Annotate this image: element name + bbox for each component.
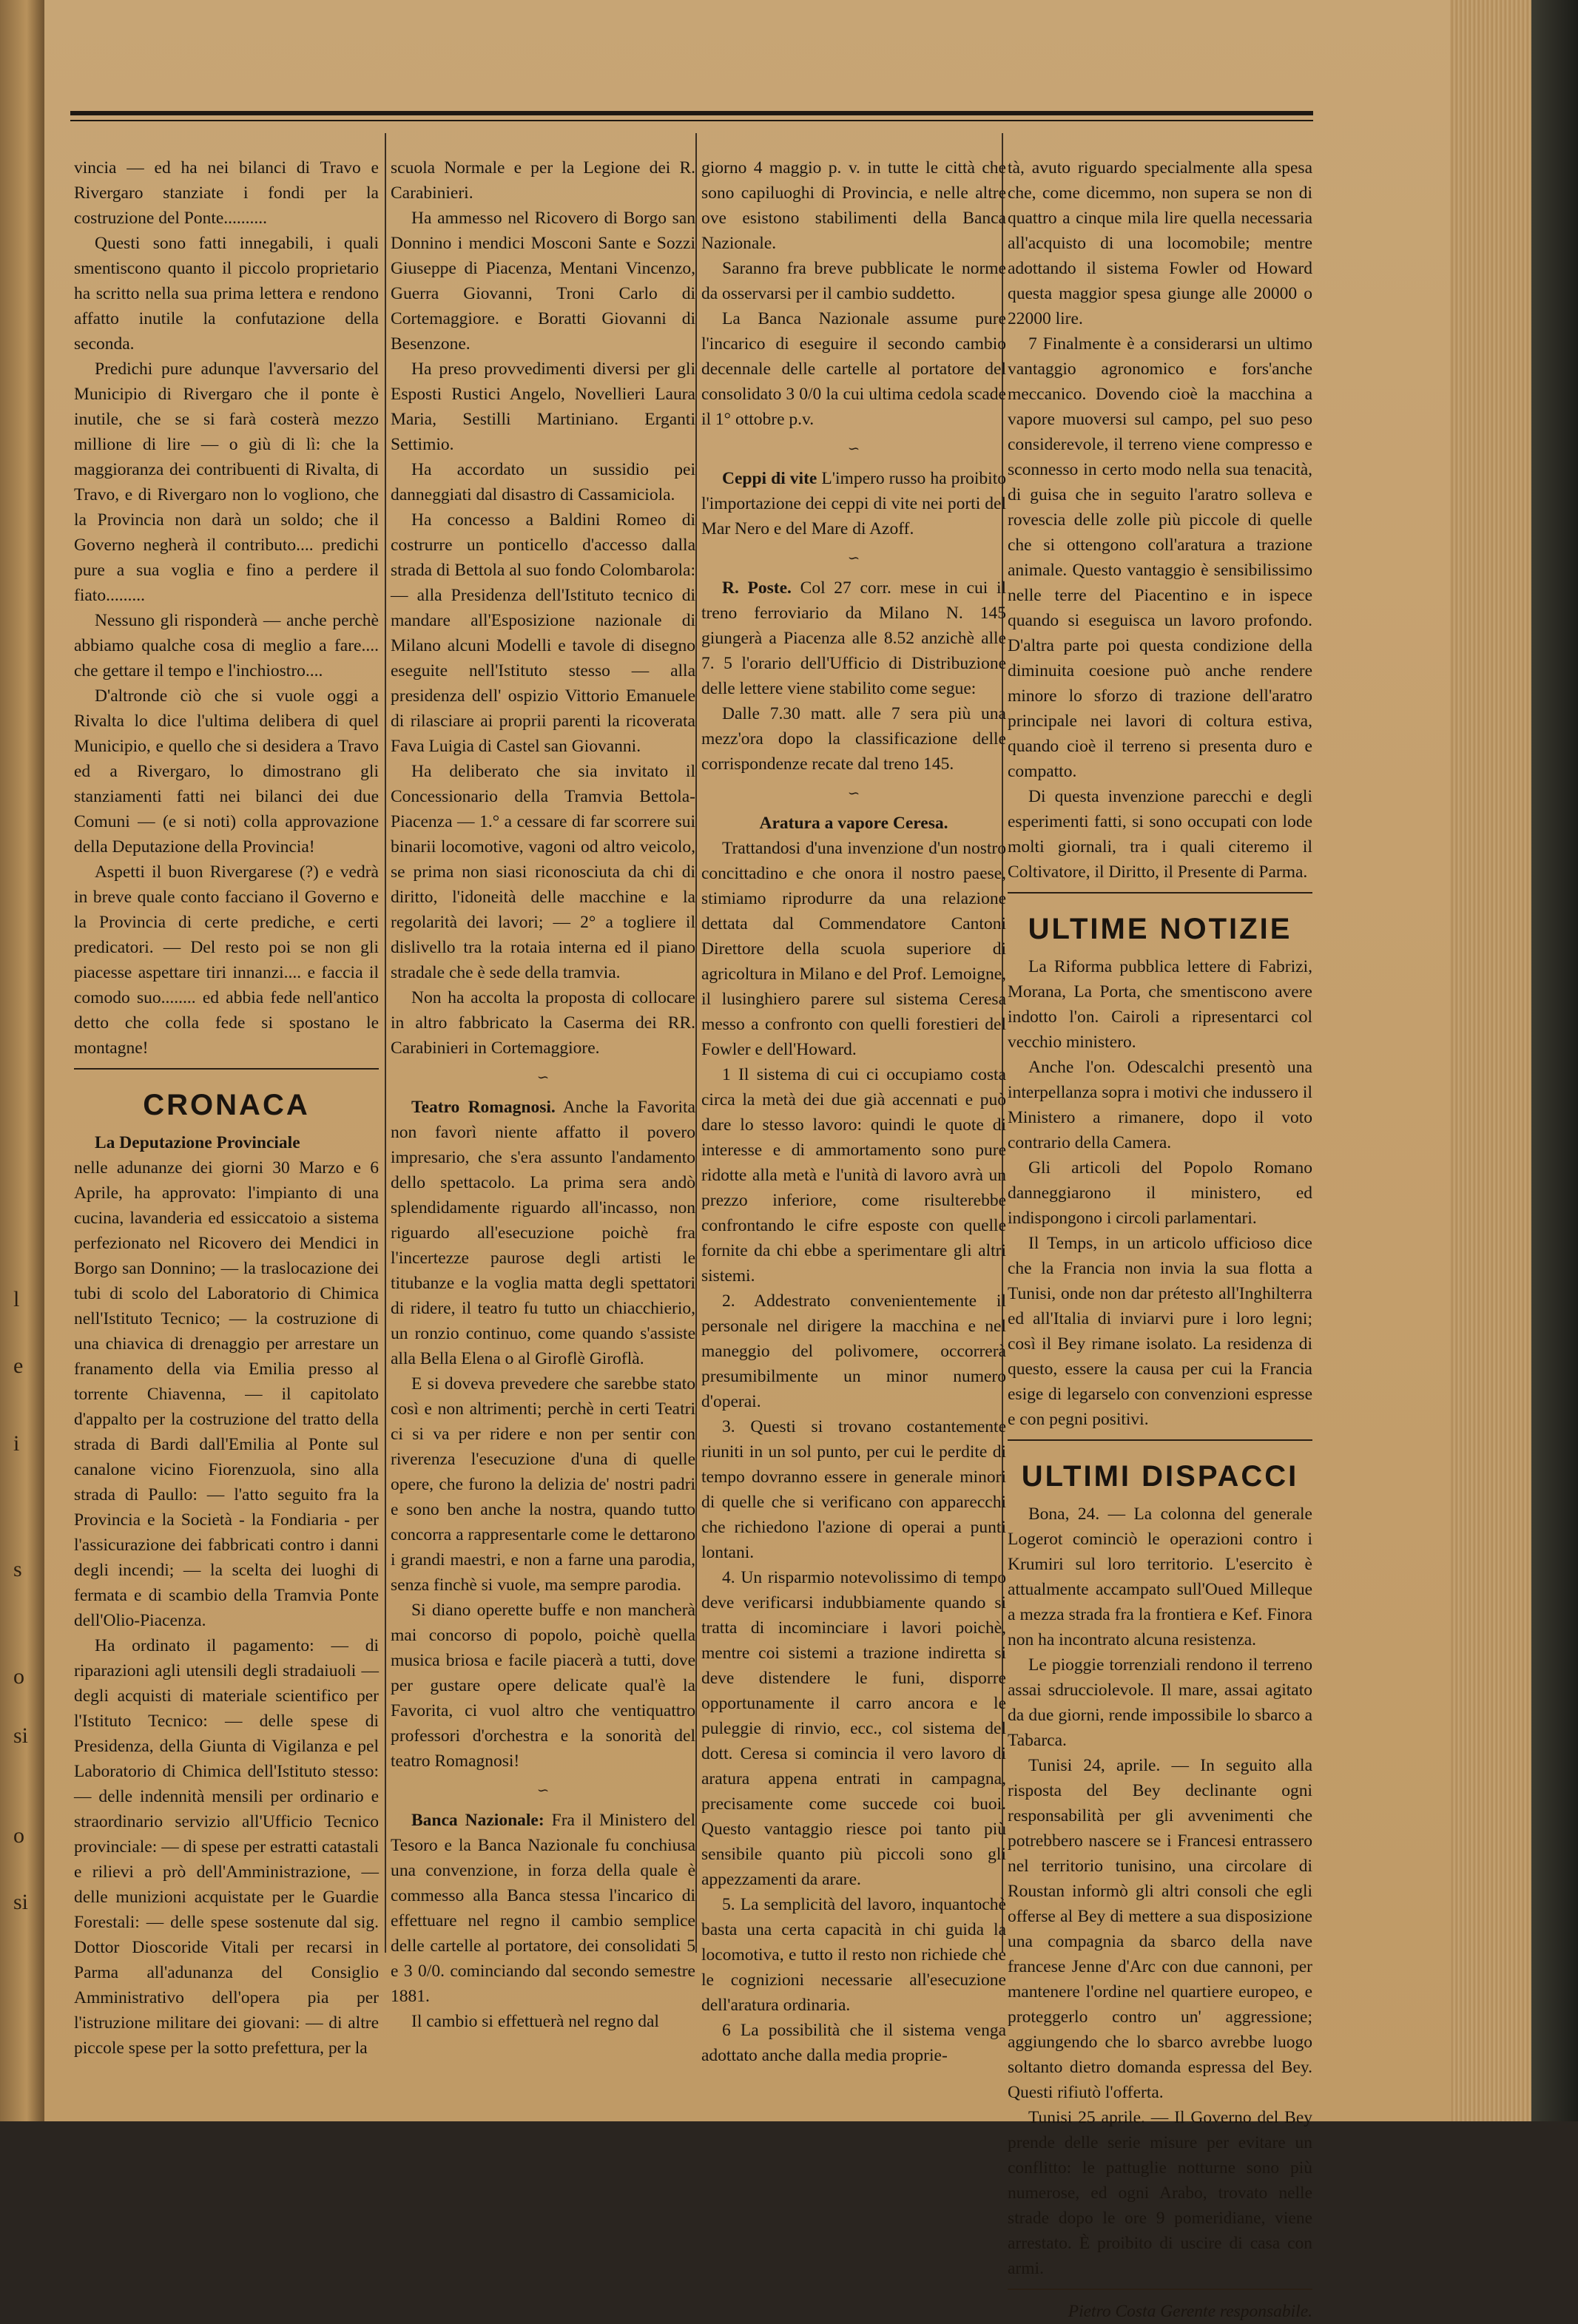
paragraph: Anche la Favorita non favorì niente affatto il povero impresario, che s'era assunto l'andamento dello spettacolo. La prima sera andò splendidamente riguardo all'incasso, non riguardo all'esecuzione poichè fra l'incertezze paurose degli artisti le titubanze e la voglia matta degli spettatori di ridere, il teatro fu tutto un chiacchierio, un ronzio continuo, come quando s'assiste alla Bella Elena o al Giroflè Giroflà.	[391, 1098, 695, 1368]
ultime-notizie-heading: ULTIME NOTIZIE	[1028, 913, 1292, 945]
column-divider	[385, 133, 386, 1953]
paragraph: 4. Un risparmio notevolissimo di tempo deve verificarsi indubbiamente quando si tratta di incominciare i lavori poichè, mentre coi sistemi a trazione indiretta si deve distendere le funi, disporre opportunamente il carro ancora e le puleggie di rinvio, ecc., col sistema del dott. Ceresa si comincia il vero lavoro di aratura appena entrati in campagna, precisamente come succede coi buoi. Questo vantaggio riesce poi tanto più sensibile quanto più piccoli sono gli appezzamenti da arare.	[701, 1568, 1006, 1889]
column-divider	[695, 133, 697, 1953]
paragraph: giorno 4 maggio p. v. in tutte le città che sono capiluoghi di Provincia, e nelle altre ove esistono stabilimenti della Banca Nazionale.	[701, 158, 1006, 253]
spine-char: l	[13, 1287, 20, 1311]
top-rule	[70, 111, 1313, 115]
column-2	[391, 155, 695, 2031]
paragraph: nelle adunanze dei giorni 30 Marzo e 6 Aprile, ha approvato: l'impianto di una cucina, lavanderia ed essiccatoio a sistema perfezionato nel Ricovero dei Mendici in Borgo san Donnino; — la traslocazione dei tubi di scolo del Laboratorio di Chimica nell'Istituto Tecnico; — la costruzione di una chiavica di drenaggio per arrestare un franamento della via Emilia presso al torrente Chiavenna, — il capitolato d'appalto per la costruzione del tratto della strada di Bardi dall'Emilia al Ponte sul canalone vicino Fiorenzuola, sino alla strada di Paullo: — l'atto seguito fra la Provincia e la Società - la Fondiaria - per l'assicurazione dei fabbricati contro i danni degli incendi; — la scelta dei luoghi di fermata e di scambio della Tramvia Ponte dell'Olio-Piacenza.	[74, 1158, 379, 1630]
paragraph: Fra il Ministero del Tesoro e la Banca Nazionale fu conchiusa una convenzione, in forza della quale è commesso alla Banca stessa l'incarico di effettuare nel regno il cambio semplice delle cartelle al portatore, dei consolidati 5 e 3 0/0. cominciando dal secondo semestre 1881.	[391, 1811, 695, 2006]
paragraph: Si diano operette buffe e non mancherà mai concorso di popolo, poichè quella musica briosa e facile piacerà a tutti, dove per gustare opere delicate qual'è la Favorita, ci vuol altro che ventiquattro professori d'orchestra e la sonorità del teatro Romagnosi!	[391, 1601, 695, 1771]
spine-char: s	[13, 1557, 22, 1581]
paragraph: Nessuno gli risponderà — anche perchè abbiamo qualche cosa di meglio a fare.... che gettare il tempo e l'inchiostro....	[74, 611, 379, 680]
paragraph: tà, avuto riguardo specialmente alla spesa che, come dicemmo, non supera se non di quattro a cinque mila lire quella necessaria all'acquisto di una locomobile; mentre adottando il sistema Fowler od Howard questa maggior spesa giunge alle 20000 o 22000 lire.	[1008, 158, 1312, 328]
ornament-divider: ∽	[847, 786, 860, 802]
spine-char: si	[13, 1890, 29, 1914]
paragraph: La Banca Nazionale assume pure l'incarico di eseguire il secondo cambio decennale delle cartelle al portatore del consolidato 3 0/0 la cui ultima cedola scade il 1° ottobre p.v.	[701, 309, 1006, 429]
paragraph: Le pioggie torrenziali rendono il terreno assai sdrucciolevole. Il mare, assai agitato da due giorni, rende impossibile lo sbarco a Tabarca.	[1008, 1655, 1312, 1750]
paragraph: Ha deliberato che sia invitato il Concessionario della Tramvia Bettola-Piacenza — 1.° a cessare di far scorrere sui binarii locomotive, vagoni od altro veicolo, se prima non siasi riconosciuta da chi di diritto, l'idoneità delle macchine e la regolarità dei lavori; — 2° a togliere il dislivello tra la rotaia interna ed il piano stradale che è sede della tramvia.	[391, 762, 695, 982]
paragraph: Gli articoli del Popolo Romano danneggiarono il ministero, ed indispongono i circoli parlamentari.	[1008, 1158, 1312, 1228]
ornament-divider: ∽	[536, 1783, 550, 1799]
aratura-heading: Aratura a vapore Ceresa.	[759, 814, 948, 833]
spine-char: e	[13, 1354, 24, 1378]
column-1	[74, 155, 379, 2058]
cronaca-heading: CRONACA	[143, 1089, 310, 1121]
paragraph: Trattandosi d'una invenzione d'un nostro concittadino e che onora il nostro paese, stimiamo riprodurre da una relazione dettata dal Commendatore Cantoni Direttore della scuola superiore di agricoltura in Milano e del Prof. Lemoigne, il lusinghiero parere sul sistema Ceresa messo a confronto con quelli forestieri del Fowler e dell'Howard.	[701, 839, 1006, 1059]
paragraph: Il Temps, in un articolo ufficioso dice che la Francia non invia la sua flotta a Tunisi, onde non dar prétesto all'Inghilterra ed all'Italia di inviarvi pure i loro legni; così il Bey rimane isolato. La residenza di questo, essere la causa per cui la Francia esige di legarselo con convenzioni espresse e con pegni positivi.	[1008, 1234, 1312, 1429]
paragraph: Col 27 corr. mese in cui il treno ferroviario da Milano N. 145 giungerà a Piacenza alle 8.52 anzichè alle 7. 5 l'orario dell'Ufficio di Distribuzione delle lettere viene stabilito come segue:	[701, 578, 1007, 698]
section-rule	[74, 1068, 379, 1070]
paragraph: E si doveva prevedere che sarebbe stato così e non altrimenti; perchè in certi Teatri ci si va per ridere e non per sentir con riverenza l'esecuzione d'una di quelle opere, che furono la delizia de' nostri padri e sono ben anche la nostra, quando tutto concorra a rappresentarle come le dettarono i grandi maestri, e non a farne una parodia, senza finchè si vuole, ma sempre parodia.	[391, 1374, 695, 1595]
paragraph: Tunisi 24, aprile. — In seguito alla risposta del Bey declinante ogni responsabilità per gli avvenimenti che potrebbero nascere se i Francesi entrassero nel territorio tunisino, una circolare di Roustan informò gli altri consoli che egli offerse al Bey di mettere a sua disposizione una compagnia da sbarco della nave francese Jenne d'Arc con due cannoni, per mantenere l'ordine nel quartiere europeo, e proteggerlo contro un' aggressione; aggiungendo che lo sbarco avrebbe luogo soltanto dietro domanda espressa del Bey. Questi rifiutò l'offerta.	[1008, 1756, 1312, 2102]
ornament-divider: ∽	[847, 441, 860, 457]
paragraph: Questi sono fatti innegabili, i quali smentiscono quanto il piccolo proprietario ha scritto nella sua prima lettera e rendono affatto inutile la confutazione della seconda.	[74, 234, 379, 354]
paragraph: Tunisi 25 aprile. — Il Governo del Bey prende delle serie misure per evitare un conflitto: le pattuglie notturne sono più numerose, ed ogni Arabo, trovato nelle strade dopo le ore 9 pomeridiane, viene arrestato. È proibito di uscire di casa con armi.	[1008, 2108, 1312, 2278]
ceppi-heading: Ceppi di vite	[722, 469, 817, 488]
column-3	[701, 155, 1007, 2065]
paragraph: 1 Il sistema di cui ci occupiamo costa circa la metà dei due già accennati e può dare lo stesso lavoro: quindi le quote di interesse e di ammortamento sono pure ridotte alla metà e l'unità di lavoro avrà un prezzo inferiore, come risulterebbe confrontando le cifre esposte con quelle fornite da chi ebbe a sperimentare gli altri sistemi.	[701, 1065, 1006, 1286]
section-rule	[1008, 2288, 1312, 2290]
paragraph: D'altronde ciò che si vuole oggi a Rivalta lo dice l'ultima delibera di quel Municipio, e quello che si desidera a Travo ed a Rivergaro, lo dimostrano gli stanziamenti fatti nei bilanci dei due Comuni — (e si noti) colla approvazione della Deputazione della Provincia!	[74, 686, 379, 857]
poste-heading: R. Poste.	[722, 578, 792, 598]
deputazione-heading: La Deputazione Provinciale	[95, 1133, 300, 1152]
paragraph: scuola Normale e per la Legione dei R. Carabinieri.	[391, 158, 695, 203]
paragraph: Non ha accolta la proposta di collocare in altro fabbricato la Caserma dei RR. Carabinieri in Cortemaggiore.	[391, 988, 695, 1058]
section-rule	[1008, 892, 1312, 894]
spine-char: si	[13, 1723, 29, 1748]
paragraph: Il cambio si effettuerà nel regno dal	[411, 2012, 659, 2031]
page-stack-edge	[1450, 0, 1531, 2121]
paragraph: 2. Addestrato convenientemente il personale nel dirigere la macchina e nel maneggio del polivomere, occorrerà presumibilmente un minor numero d'operai.	[701, 1291, 1006, 1411]
paragraph: Ha preso provvedimenti diversi per gli Esposti Rustici Angelo, Novellieri Laura Maria, Sestilli Martiniano. Erganti Settimio.	[391, 359, 695, 454]
paragraph: 3. Questi si trovano costantemente riuniti in un sol punto, per cui le perdite di tempo dovranno essere in generale minori di quelle che si verificano con apparecchi che richiedono l'azione di operai a punti lontani.	[701, 1417, 1006, 1562]
spine-char: o	[13, 1664, 24, 1689]
paragraph: Predichi pure adunque l'avversario del Municipio di Rivergaro che il ponte è inutile, che se si farà costerà mezzo millione di lire — o giù di lì: che la maggioranza dei contribuenti di Rivalta, di Travo, e di Rivergaro non lo vogliono, che la Provincia non darà un soldo; che il Governo negherà il contributo.... predichi pure a sua voglia e fino a perdere il fiato.........	[74, 359, 379, 605]
paragraph: 7 Finalmente è a considerarsi un ultimo vantaggio agronomico e fors'anche meccanico. Dovendo cioè la macchina a vapore muoversi sul campo, pel suo peso considerevole, il terreno viene compresso e sconnesso in certo modo nella sua tenacità, di guisa che in seguito l'aratro solleva e rovescia delle zolle più piccole di quelle che si ottengono coll'aratura a trazione animale. Questo vantaggio è sensibilissimo nelle terre del Piacentino e in ispece quando si eseguisca un lavoro profondo. D'altra parte poi questa condizione della diminuita coesione può anche rendere minore lo sforzo di trazione dell'aratro principale nei lavori di coltura estiva, quando cioè il terreno si presenta duro e compatto.	[1008, 334, 1312, 781]
ornament-divider: ∽	[536, 1070, 550, 1086]
paragraph: Ha ordinato il pagamento: — di riparazioni agli utensili degli stradaiuoli — degli acquisti di materiale scientifico per l'Istituto Tecnico: — delle spese di Presidenza, della Giunta di Vigilanza e pel Laboratorio di Chimica dell'Istituto stesso: — delle indennità mensili per ordinario e straordinario servizio all'Ufficio Tecnico provinciale: — di spese per estratti catastali e rilievi a prò dell'Amministrazione, — delle munizioni acquistate per le Guardie Forestali: — delle spese sostenute dal sig. Dottor Dioscoride Vitali per recarsi in Parma all'adunanza del Consiglio Amministrativo dell'opera pia per l'istruzione militare dei giovani: — di altre piccole spese per la sotto prefettura, per la	[74, 1636, 379, 2058]
paragraph: Ha accordato un sussidio pei danneggiati dal disastro di Cassamiciola.	[391, 460, 695, 504]
column-4	[1008, 155, 1312, 2321]
paragraph: Ha concesso a Baldini Romeo di costrurre un ponticello d'accesso dalla strada di Bettola al suo fondo Colombarola: — alla Presidenza dell'Istituto tecnico di mandare all'Esposizione nazionale di Milano alcuni Modelli e tavole di disegno eseguite nell'Istituto stesso — alla presidenza dell' ospizio Vittorio Emanuele di rilasciare ai proprii parenti la ricoverata Fava Luigia di Castel san Giovanni.	[391, 510, 695, 756]
teatro-heading: Teatro Romagnosi.	[411, 1098, 556, 1117]
paragraph: Di questa invenzione parecchi e degli esperimenti fatti, si sono occupati con lode molti giornali, tra i quali citeremo il Coltivatore, il Diritto, il Presente di Parma.	[1008, 787, 1312, 882]
paragraph: Saranno fra breve pubblicate le norme da osservarsi per il cambio suddetto.	[701, 259, 1006, 303]
paragraph: 6 La possibilità che il sistema venga adottato anche dalla media proprie-	[701, 2021, 1006, 2065]
paragraph: Ha ammesso nel Ricovero di Borgo san Donnino i mendici Mosconi Sante e Sozzi Giuseppe di Piacenza, Mentani Vincenzo, Guerra Giovanni, Troni Carlo di Cortemaggiore. e Boratti Giovanni di Besenzone.	[391, 209, 695, 354]
left-page-edge	[0, 0, 44, 2121]
paragraph: Bona, 24. — La colonna del generale Logerot cominciò le operazioni contro i Krumiri sul loro territorio. L'esercito è attualmente accampato sull'Oued Milleque a mezza strada fra la frontiera e Kef. Finora non ha incontrato alcuna resistenza.	[1008, 1504, 1312, 1649]
spine-char: i	[13, 1431, 20, 1456]
paragraph: Aspetti il buon Rivergarese (?) e vedrà in breve quale conto facciano il Governo e la Provincia di certe prediche, e certi predicatori. — Del resto poi se non gli piacesse aspettare tiri innanzi.... e faccia il comodo suo........ ed abbia fede nell'antico detto che colla fede si spostano le montagne!	[74, 862, 379, 1058]
spine-char: o	[13, 1823, 24, 1848]
top-rule-thin	[70, 120, 1313, 121]
paragraph: Dalle 7.30 matt. alle 7 sera più una mezz'ora dopo la classificazione delle corrispondenze recate dal treno 145.	[701, 704, 1006, 774]
paragraph: La Riforma pubblica lettere di Fabrizi, Morana, La Porta, che smentiscono avere indotto l'on. Cairoli a ripresentarci col vecchio ministero.	[1008, 957, 1312, 1052]
ultimi-dispacci-heading: ULTIMI DISPACCI	[1021, 1460, 1299, 1493]
gerente-signature: Pietro Costa Gerente responsabile.	[1068, 2302, 1312, 2321]
paragraph: 5. La semplicità del lavoro, inquantochè basta una certa capacità in chi guida la locomotiva, e tutto il resto non richiede che le cognizioni necessarie all'esecuzione dell'aratura ordinaria.	[701, 1895, 1006, 2015]
paragraph: L'impero russo ha proibito l'importazione dei ceppi di vite nei porti del Mar Nero e del Mare di Azoff.	[701, 469, 1006, 538]
ornament-divider: ∽	[847, 550, 860, 567]
book-binding	[1531, 0, 1578, 2121]
banca-heading: Banca Nazionale:	[411, 1811, 544, 1830]
paragraph: Anche l'on. Odescalchi presentò una interpellanza sopra i motivi che indussero il Ministero a rimanere, dopo il voto contrario della Camera.	[1008, 1058, 1312, 1152]
paragraph: vincia — ed ha nei bilanci di Travo e Rivergaro stanziate i fondi per la costruzione del Ponte..........	[74, 158, 379, 228]
section-rule	[1008, 1439, 1312, 1441]
